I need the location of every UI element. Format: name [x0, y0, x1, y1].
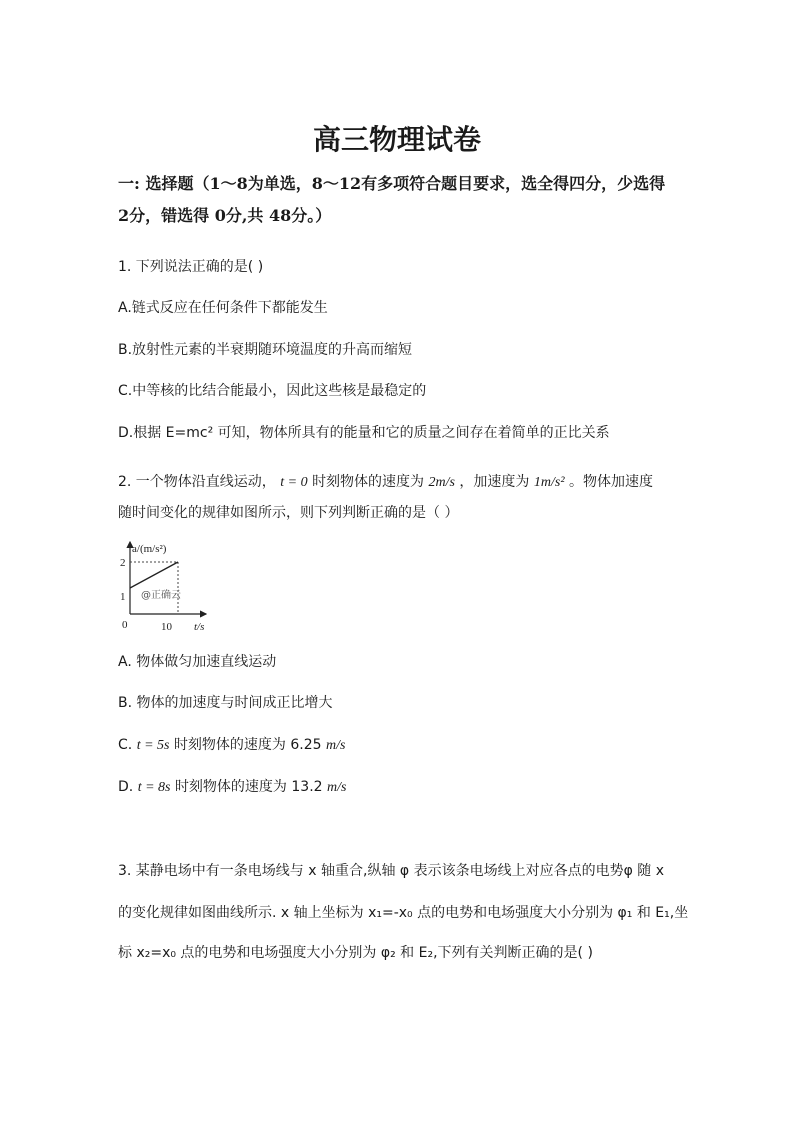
q2-t0: t = 0	[280, 475, 308, 490]
q2-option-d	[118, 776, 346, 796]
watermark: @正确云	[141, 590, 181, 601]
y-tick-2: 2	[120, 557, 126, 569]
q1-option-a: A.链式反应在任何条件下都能发生	[118, 300, 328, 316]
q2-stem-part-d: 。物体加速度	[568, 474, 653, 490]
q1-option-b: B.放射性元素的半衰期随环境温度的升高而缩短	[118, 342, 413, 358]
q2-option-c-letter: C.	[118, 737, 133, 753]
q2-option-c-time: t = 5s	[136, 738, 170, 753]
q2-a0: 1m/s²	[533, 475, 565, 490]
q3-stem-line1: 3. 某静电场中有一条电场线与 x 轴重合,纵轴 φ 表示该条电场线上对应各点的电势φ 随 x	[118, 863, 664, 879]
q2-v0: 2m/s	[428, 475, 455, 490]
q2-option-a: A. 物体做匀加速直线运动	[118, 654, 277, 670]
x-tick-10: 10	[161, 621, 172, 633]
q2-option-d-text: 时刻物体的速度为 13.2	[174, 779, 323, 795]
q1-option-c: C.中等核的比结合能最小，因此这些核是最稳定的	[118, 383, 427, 399]
q2-stem-line1	[118, 471, 653, 491]
q2-stem-part-b: 时刻物体的速度为	[312, 474, 425, 490]
acceleration-line	[130, 562, 178, 588]
q3-stem-line2: 的变化规律如图曲线所示. x 轴上坐标为 x₁=-x₀ 点的电势和电场强度大小分别为 φ₁ 和 E₁,坐	[118, 905, 689, 921]
q1-option-d: D.根据 E=mc² 可知，物体所具有的能量和它的质量之间存在着简单的正比关系	[118, 425, 610, 441]
q2-option-d-unit: m/s	[327, 780, 347, 795]
page-title: 高三物理试卷	[312, 123, 481, 156]
y-tick-1: 1	[120, 591, 126, 603]
section-heading-line1: 一: 选择题（1～8为单选，8～12有多项符合题目要求，选全得四分，少选得	[118, 174, 666, 193]
q2-option-d-time: t = 8s	[137, 780, 171, 795]
origin-label: 0	[122, 619, 128, 631]
q2-option-b: B. 物体的加速度与时间成正比增大	[118, 695, 333, 711]
q1-stem: 1. 下列说法正确的是( )	[118, 259, 264, 275]
q2-option-c	[118, 734, 345, 754]
q3-stem-line3: 标 x₂=x₀ 点的电势和电场强度大小分别为 φ₂ 和 E₂,下列有关判断正确的是( )	[118, 945, 593, 961]
q2-option-c-unit: m/s	[326, 738, 346, 753]
y-axis-label: a/(m/s²)	[132, 543, 167, 555]
x-axis-label: t/s	[194, 621, 205, 633]
q2-stem-part-c: ，加速度为	[459, 474, 530, 490]
q2-stem-line2: 随时间变化的规律如图所示，则下列判断正确的是（ ）	[118, 505, 459, 521]
q2-stem-part-a: 2. 一个物体沿直线运动，	[118, 474, 276, 490]
section-heading-line2: 2分，错选得 0分,共 48分。）	[118, 206, 332, 225]
acceleration-time-graph	[112, 536, 212, 636]
q2-option-d-letter: D.	[118, 779, 134, 795]
q2-option-c-text: 时刻物体的速度为 6.25	[173, 737, 322, 753]
